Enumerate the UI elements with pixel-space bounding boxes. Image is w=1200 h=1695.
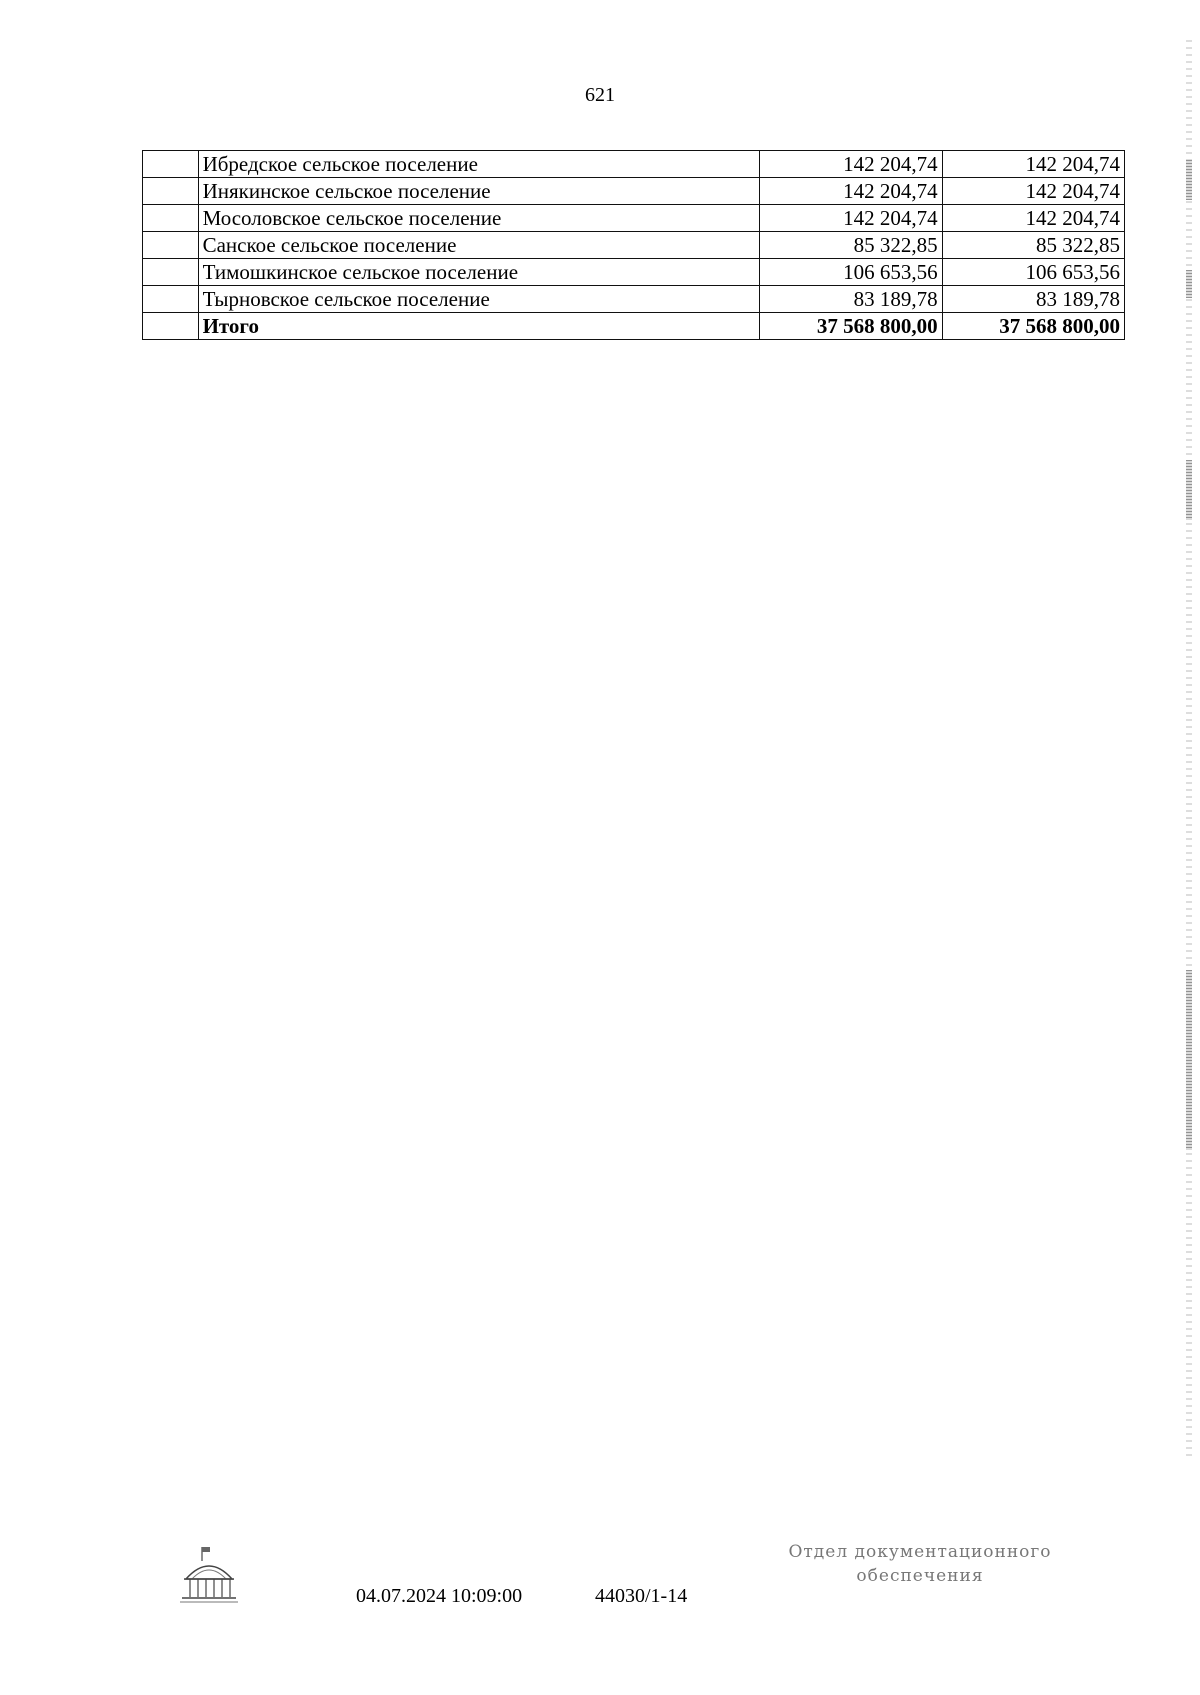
row-number-cell: [143, 205, 199, 232]
department-stamp: [760, 1540, 1080, 1588]
row-number-cell: [143, 259, 199, 286]
amount-2: 142 204,74: [942, 151, 1124, 178]
stamp-line-2: обеспечения: [856, 1566, 984, 1586]
amount-1: 142 204,74: [760, 178, 942, 205]
table-row: [143, 178, 1125, 205]
total-amount-2: 37 568 800,00: [942, 313, 1124, 340]
total-row: [143, 313, 1125, 340]
settlement-name: Инякинское сельское поселение: [198, 178, 760, 205]
settlement-name: Тимошкинское сельское поселение: [198, 259, 760, 286]
table-row: [143, 259, 1125, 286]
amount-1: 83 189,78: [760, 286, 942, 313]
budget-table: [142, 150, 1125, 340]
stamp-line-1: Отдел документационного: [788, 1542, 1052, 1562]
total-amount-1: 37 568 800,00: [760, 313, 942, 340]
settlement-name: Ибредское сельское поселение: [198, 151, 760, 178]
amount-1: 142 204,74: [760, 151, 942, 178]
amount-1: 142 204,74: [760, 205, 942, 232]
total-label: Итого: [198, 313, 760, 340]
table-row: [143, 205, 1125, 232]
row-number-cell: [143, 313, 199, 340]
amount-1: 85 322,85: [760, 232, 942, 259]
table-row: [143, 151, 1125, 178]
row-number-cell: [143, 232, 199, 259]
amount-2: 106 653,56: [942, 259, 1124, 286]
amount-2: 83 189,78: [942, 286, 1124, 313]
parliament-logo-icon: [178, 1545, 240, 1607]
amount-1: 106 653,56: [760, 259, 942, 286]
page-number: 621: [585, 84, 615, 106]
footer-datetime: 04.07.2024 10:09:00: [356, 1585, 523, 1607]
settlement-name: Мосоловское сельское поселение: [198, 205, 760, 232]
table-row: [143, 286, 1125, 313]
settlement-name: Тырновское сельское поселение: [198, 286, 760, 313]
amount-2: 142 204,74: [942, 205, 1124, 232]
footer-registration-number: 44030/1-14: [595, 1585, 688, 1607]
amount-2: 85 322,85: [942, 232, 1124, 259]
row-number-cell: [143, 151, 199, 178]
row-number-cell: [143, 178, 199, 205]
settlement-name: Санское сельское поселение: [198, 232, 760, 259]
amount-2: 142 204,74: [942, 178, 1124, 205]
table-row: [143, 232, 1125, 259]
row-number-cell: [143, 286, 199, 313]
scan-edge-artifact: [1186, 40, 1192, 1460]
